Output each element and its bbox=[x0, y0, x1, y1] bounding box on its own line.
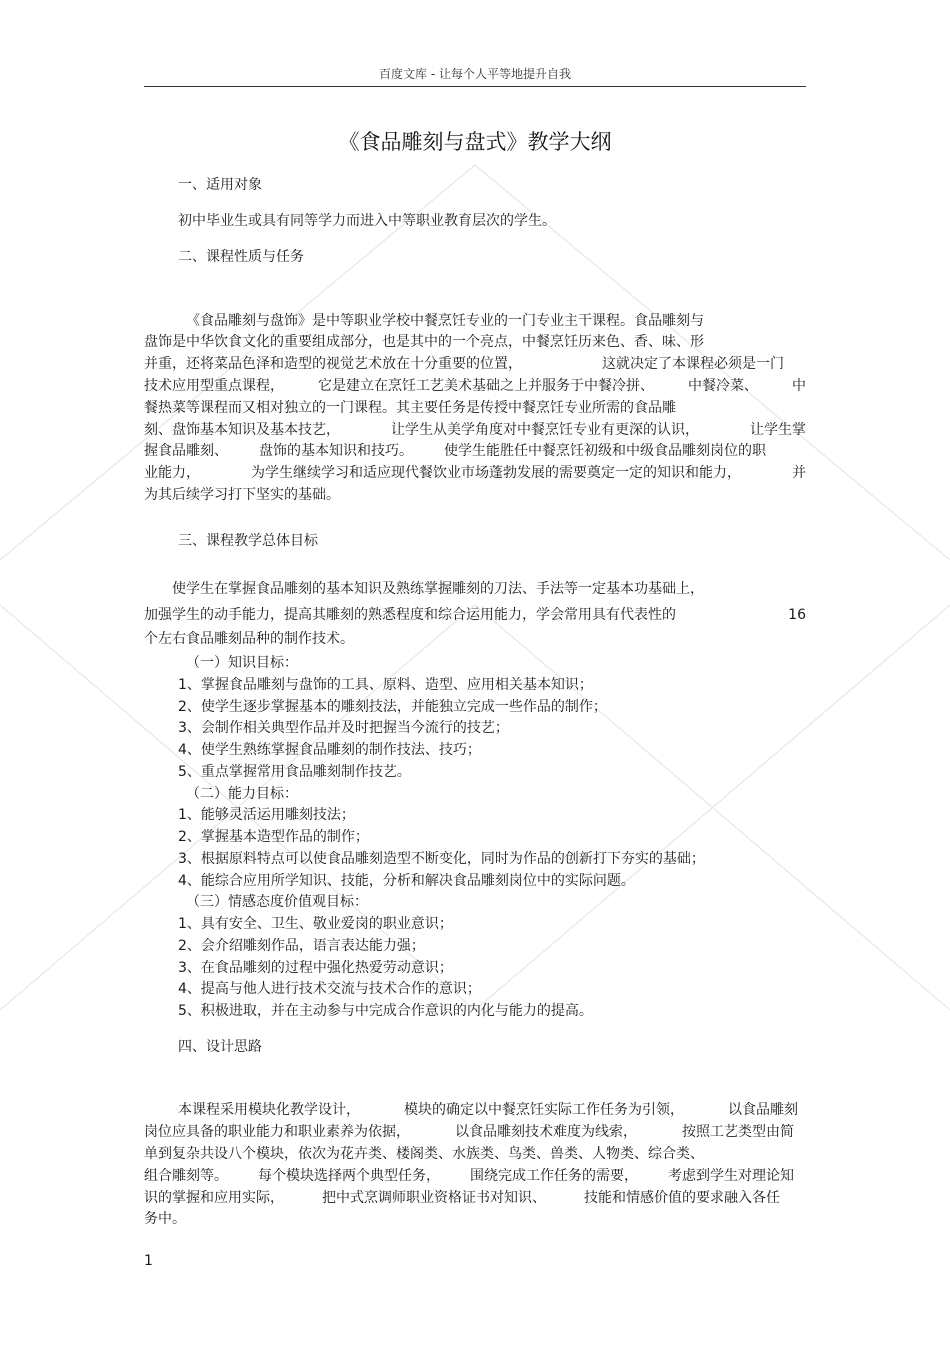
paragraph-line: 组合雕刻等。 每个模块选择两个典型任务， 围绕完成工作任务的需要， 考虑到学生对理论知 bbox=[144, 1168, 794, 1184]
paragraph-line: 技术应用型重点课程， 它是建立在烹饪工艺美术基础之上并服务于中餐冷拼、 中餐冷菜、 中 bbox=[144, 378, 806, 394]
list-item: 5、积极进取，并在主动参与中完成合作意识的内化与能力的提高。 bbox=[178, 1003, 593, 1019]
paragraph-line: 握食品雕刻、 盘饰的基本知识和技巧。 使学生能胜任中餐烹饪初级和中级食品雕刻岗位的职 bbox=[144, 443, 766, 459]
list-item: 2、掌握基本造型作品的制作； bbox=[178, 829, 369, 845]
paragraph-line: 刻、盘饰基本知识及基本技艺， 让学生从美学角度对中餐烹饪专业有更深的认识， 让学生掌 bbox=[144, 422, 806, 438]
paragraph-line: 《食品雕刻与盘饰》是中等职业学校中餐烹饪专业的一门专业主干课程。食品雕刻与 bbox=[186, 313, 704, 329]
paragraph-line: 务中。 bbox=[144, 1211, 186, 1227]
paragraph-line: 识的掌握和应用实际， 把中式烹调师职业资格证书对知识、 技能和情感价值的要求融入各任 bbox=[144, 1190, 780, 1206]
list-item: 4、使学生熟练掌握食品雕刻的制作技法、技巧； bbox=[178, 742, 481, 758]
list-item: 1、能够灵活运用雕刻技法； bbox=[178, 807, 355, 823]
list-item: 4、能综合应用所学知识、技能，分析和解决食品雕刻岗位中的实际问题。 bbox=[178, 873, 635, 889]
paragraph-line: 业能力， 为学生继续学习和适应现代餐饮业市场蓬勃发展的需要奠定一定的知识和能力， 并 bbox=[144, 465, 806, 481]
paragraph-line: 岗位应具备的职业能力和职业素养为依据， 以食品雕刻技术难度为线索， 按照工艺类型由简 bbox=[144, 1124, 794, 1140]
paragraph-line: 餐热菜等课程而又相对独立的一门课程。其主要任务是传授中餐烹饪专业所需的食品雕 bbox=[144, 400, 676, 416]
list-item: 3、在食品雕刻的过程中强化热爱劳动意识； bbox=[178, 960, 453, 976]
list-item: 1、掌握食品雕刻与盘饰的工具、原料、造型、应用相关基本知识； bbox=[178, 677, 593, 693]
paragraph-line: 为其后续学习打下坚实的基础。 bbox=[144, 487, 340, 503]
paragraph-line: 盘饰是中华饮食文化的重要组成部分，也是其中的一个亮点，中餐烹饪历来色、香、味、形 bbox=[144, 334, 704, 350]
paragraph-line: 个左右食品雕刻品种的制作技术。 bbox=[144, 631, 354, 647]
section-heading-goals: 三、课程教学总体目标 bbox=[178, 533, 318, 549]
page-number: 1 bbox=[144, 1253, 153, 1269]
list-item: 3、根据原料特点可以使食品雕刻造型不断变化，同时为作品的创新打下夯实的基础； bbox=[178, 851, 705, 867]
list-item: 1、具有安全、卫生、敬业爱岗的职业意识； bbox=[178, 916, 453, 932]
page-header: 百度文库 - 让每个人平等地提升自我 bbox=[144, 66, 806, 87]
paragraph-line: 并重，还将菜品色泽和造型的视觉艺术放在十分重要的位置， 这就决定了本课程必须是一门 bbox=[144, 356, 784, 372]
section-heading-audience: 一、适用对象 bbox=[178, 177, 262, 193]
subheading-ability: （二）能力目标： bbox=[186, 786, 298, 802]
subheading-emotion: （三）情感态度价值观目标： bbox=[186, 894, 368, 910]
paragraph-line: 使学生在掌握食品雕刻的基本知识及熟练掌握雕刻的刀法、手法等一定基本功基础上， bbox=[172, 581, 704, 597]
list-item: 4、提高与他人进行技术交流与技术合作的意识； bbox=[178, 981, 481, 997]
list-item: 2、使学生逐步掌握基本的雕刻技法，并能独立完成一些作品的制作； bbox=[178, 699, 607, 715]
subheading-knowledge: （一）知识目标： bbox=[186, 655, 298, 671]
list-item: 5、重点掌握常用食品雕刻制作技艺。 bbox=[178, 764, 411, 780]
paragraph-line: 本课程采用模块化教学设计， 模块的确定以中餐烹饪实际工作任务为引领， 以食品雕刻 bbox=[178, 1102, 798, 1118]
section-heading-design: 四、设计思路 bbox=[178, 1039, 262, 1055]
section-body-audience: 初中毕业生或具有同等学力而进入中等职业教育层次的学生。 bbox=[178, 213, 556, 229]
paragraph-line: 单到复杂共设八个模块，依次为花卉类、楼阁类、水族类、鸟类、兽类、人物类、综合类、 bbox=[144, 1146, 704, 1162]
section-heading-nature: 二、课程性质与任务 bbox=[178, 249, 304, 265]
list-item: 3、会制作相关典型作品并及时把握当今流行的技艺； bbox=[178, 720, 509, 736]
document-title: 《食品雕刻与盘式》教学大纲 bbox=[338, 130, 612, 154]
list-item: 2、会介绍雕刻作品，语言表达能力强； bbox=[178, 938, 425, 954]
paragraph-line: 加强学生的动手能力，提高其雕刻的熟悉程度和综合运用能力，学会常用具有代表性的 16 bbox=[144, 607, 806, 623]
